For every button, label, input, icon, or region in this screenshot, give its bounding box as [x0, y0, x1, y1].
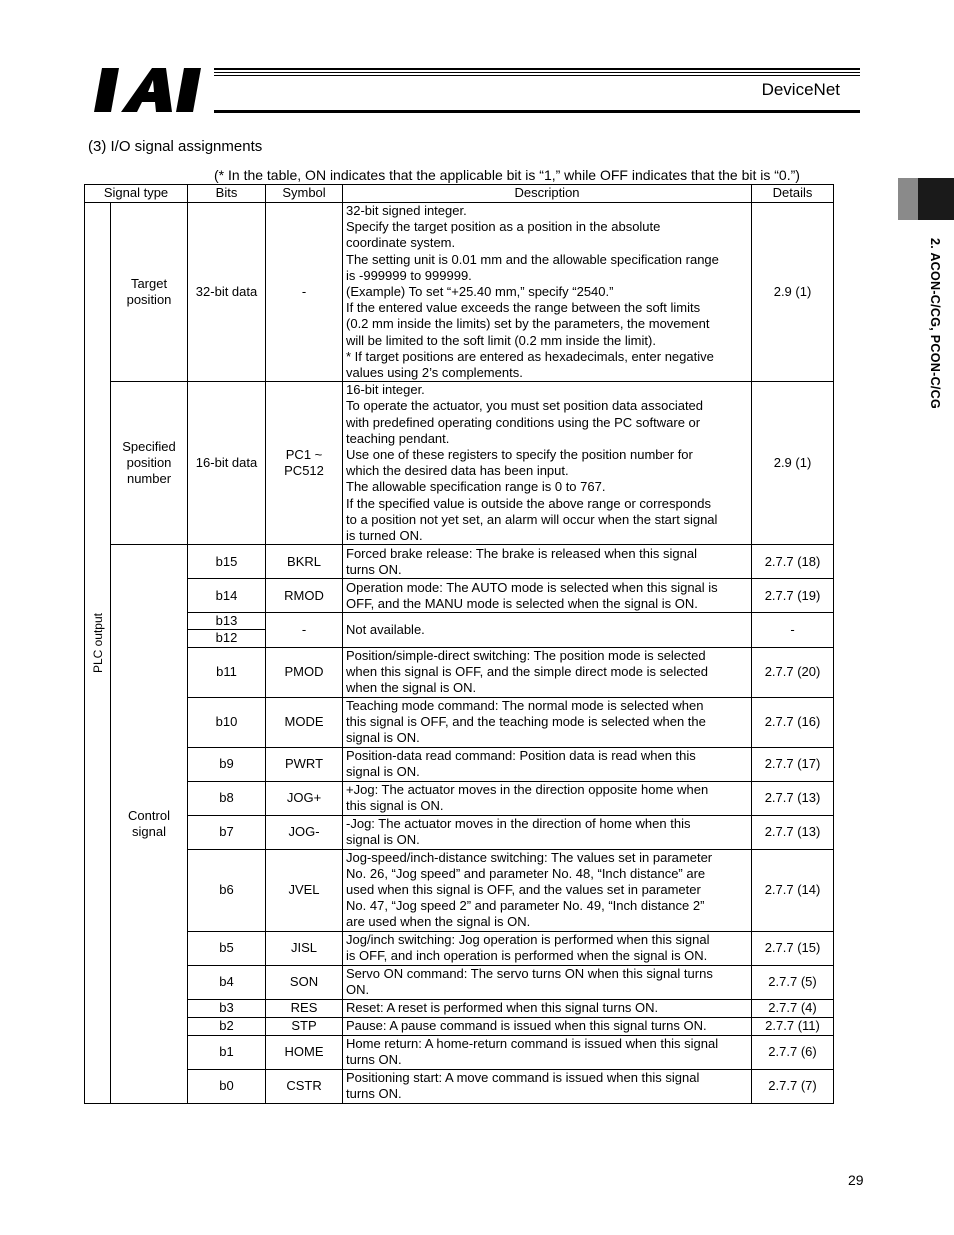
table-row	[85, 999, 834, 1017]
header-rule	[214, 68, 860, 76]
description-cell	[343, 1035, 752, 1069]
table-row	[85, 579, 834, 613]
cell-line: Forced brake release: The brake is released when this signal	[346, 545, 697, 561]
details-cell: 2.7.7 (17)	[752, 747, 834, 781]
details-cell: 2.7.7 (5)	[752, 965, 834, 999]
details-cell: 2.9 (1)	[752, 203, 834, 382]
cell-line: -Jog: The actuator moves in the direction of home when this	[346, 815, 691, 831]
cell-line: which the desired data has been input.	[346, 463, 569, 479]
details-cell: 2.7.7 (19)	[752, 579, 834, 613]
bits-cell: b13	[188, 613, 266, 630]
cell-line: position	[126, 455, 172, 471]
symbol-cell: PMOD	[266, 647, 343, 697]
symbol-cell: SON	[266, 965, 343, 999]
table-row	[85, 647, 834, 697]
chapter-tab-black	[918, 178, 954, 220]
col-details-header: Details	[752, 185, 834, 203]
cell-line: PC512	[284, 463, 324, 479]
cell-line: is OFF, and inch operation is performed when the signal is ON.	[346, 948, 708, 964]
table-row	[85, 697, 834, 747]
symbol-cell: -	[266, 613, 343, 647]
cell-line: coordinate system.	[346, 235, 456, 251]
bits-cell: 32-bit data	[188, 203, 266, 382]
description-cell	[343, 613, 752, 647]
symbol-cell: RMOD	[266, 579, 343, 613]
bits-cell: b15	[188, 545, 266, 579]
symbol-cell	[266, 382, 343, 545]
symbol-cell: RES	[266, 999, 343, 1017]
symbol-cell: JVEL	[266, 849, 343, 931]
cell-line: when the signal is ON.	[346, 680, 477, 696]
cell-line: Position/simple-direct switching: The position mode is selected	[346, 647, 706, 663]
bits-cell: b11	[188, 647, 266, 697]
cell-line: is turned ON.	[346, 528, 423, 544]
cell-line: (Example) To set “+25.40 mm,” specify “2540.”	[346, 284, 614, 300]
symbol-cell: HOME	[266, 1035, 343, 1069]
symbol-cell: BKRL	[266, 545, 343, 579]
cell-line: The allowable specification range is 0 to 767.	[346, 479, 606, 495]
details-cell: 2.7.7 (14)	[752, 849, 834, 931]
bits-cell: b8	[188, 781, 266, 815]
chapter-side-label: 2. ACON-C/CG, PCON-C/CG	[928, 238, 942, 410]
details-cell: 2.7.7 (13)	[752, 815, 834, 849]
bits-cell: b14	[188, 579, 266, 613]
cell-line: If the specified value is outside the above range or corresponds	[346, 495, 711, 511]
symbol-cell: PWRT	[266, 747, 343, 781]
cell-line: turns ON.	[346, 561, 402, 577]
description-cell	[343, 1017, 752, 1035]
description-cell	[343, 849, 752, 931]
symbol-cell: STP	[266, 1017, 343, 1035]
description-cell	[343, 965, 752, 999]
cell-line: Not available.	[346, 621, 425, 637]
cell-line: signal is ON.	[346, 832, 420, 848]
details-cell: 2.7.7 (18)	[752, 545, 834, 579]
cell-line: signal is ON.	[346, 764, 420, 780]
table-row	[85, 815, 834, 849]
cell-line: signal	[132, 823, 166, 839]
table-row	[85, 382, 834, 545]
table-row	[85, 1069, 834, 1103]
bits-cell: b9	[188, 747, 266, 781]
table-row	[85, 965, 834, 999]
cell-line: Target	[130, 275, 168, 291]
cell-line: No. 26, “Jog speed” and parameter No. 48, “Inch distance” are	[346, 865, 706, 881]
cell-line: To operate the actuator, you must set position data associated	[346, 398, 704, 414]
cell-line: this signal is OFF, and the teaching mode is selected when the	[346, 714, 706, 730]
section-title: (3) I/O signal assignments	[88, 138, 263, 155]
table-row	[85, 203, 834, 382]
details-cell: 2.7.7 (15)	[752, 931, 834, 965]
cell-line: turns ON.	[346, 1086, 402, 1102]
table-row	[85, 931, 834, 965]
iai-logo	[92, 66, 212, 114]
cell-line: 16-bit integer.	[346, 382, 425, 398]
cell-line: Jog-speed/inch-distance switching: The values set in parameter	[346, 849, 713, 865]
symbol-cell: MODE	[266, 697, 343, 747]
cell-line: position	[126, 292, 172, 308]
details-cell: 2.7.7 (20)	[752, 647, 834, 697]
header-row	[85, 185, 834, 203]
description-cell	[343, 697, 752, 747]
signal-type-cell	[111, 382, 188, 545]
cell-line: Use one of these registers to specify the position number for	[346, 447, 693, 463]
cell-line: Pause: A pause command is issued when this signal turns ON.	[346, 1018, 707, 1034]
bits-cell: b5	[188, 931, 266, 965]
details-cell: 2.7.7 (16)	[752, 697, 834, 747]
description-cell	[343, 747, 752, 781]
cell-line: are used when the signal is ON.	[346, 914, 531, 930]
cell-line: (0.2 mm inside the limits) set by the parameters, the movement	[346, 316, 710, 332]
plc-output-label: PLC output	[91, 613, 105, 674]
symbol-cell: -	[266, 203, 343, 382]
bits-cell: b7	[188, 815, 266, 849]
details-cell: 2.9 (1)	[752, 382, 834, 545]
description-cell	[343, 382, 752, 545]
symbol-cell: CSTR	[266, 1069, 343, 1103]
table-row	[85, 545, 834, 579]
signal-type-cell	[111, 203, 188, 382]
cell-line: this signal is ON.	[346, 798, 444, 814]
table-row	[85, 747, 834, 781]
col-signal-type-header: Signal type	[85, 185, 188, 203]
bits-cell: b4	[188, 965, 266, 999]
description-cell	[343, 999, 752, 1017]
table-row	[85, 781, 834, 815]
io-signal-table	[84, 184, 834, 1104]
symbol-cell: JOG+	[266, 781, 343, 815]
cell-line: Teaching mode command: The normal mode is selected when	[346, 697, 704, 713]
details-cell: 2.7.7 (7)	[752, 1069, 834, 1103]
table-row	[85, 1017, 834, 1035]
details-cell: 2.7.7 (13)	[752, 781, 834, 815]
chapter-tab-grey	[898, 178, 918, 220]
bits-cell: b0	[188, 1069, 266, 1103]
cell-line: Servo ON command: The servo turns ON when this signal turns	[346, 965, 713, 981]
bits-cell: b12	[188, 630, 266, 647]
cell-line: Position-data read command: Position data is read when this	[346, 747, 696, 763]
bits-cell: b2	[188, 1017, 266, 1035]
description-cell	[343, 579, 752, 613]
col-symbol-header: Symbol	[266, 185, 343, 203]
cell-line: No. 47, “Jog speed 2” and parameter No. 49, “Inch distance 2”	[346, 898, 705, 914]
col-description-header: Description	[343, 185, 752, 203]
cell-line: with predefined operating conditions using the PC software or	[346, 414, 701, 430]
bits-cell: b6	[188, 849, 266, 931]
cell-line: values using 2’s complements.	[346, 365, 523, 381]
cell-line: Specify the target position as a position in the absolute	[346, 219, 661, 235]
bits-cell: b10	[188, 697, 266, 747]
cell-line: +Jog: The actuator moves in the direction opposite home when	[346, 781, 709, 797]
cell-line: Control	[128, 807, 170, 823]
product-name: DeviceNet	[761, 80, 840, 99]
bits-cell: b3	[188, 999, 266, 1017]
bits-cell: b1	[188, 1035, 266, 1069]
table-row	[85, 849, 834, 931]
description-cell	[343, 931, 752, 965]
symbol-cell: JISL	[266, 931, 343, 965]
description-cell	[343, 647, 752, 697]
cell-line: The setting unit is 0.01 mm and the allowable specification range	[346, 251, 719, 267]
cell-line: used when this signal is OFF, and the values set in parameter	[346, 882, 701, 898]
details-cell: -	[752, 613, 834, 647]
page-number: 29	[848, 1172, 864, 1188]
cell-line: Operation mode: The AUTO mode is selected when this signal is	[346, 579, 718, 595]
details-cell: 2.7.7 (6)	[752, 1035, 834, 1069]
description-cell	[343, 545, 752, 579]
plc-output-cell	[85, 203, 111, 1104]
cell-line: Jog/inch switching: Jog operation is performed when this signal	[346, 931, 710, 947]
description-cell	[343, 1069, 752, 1103]
table-note: (* In the table, ON indicates that the applicable bit is “1,” while OFF indicates that the bit is “0.”)	[214, 167, 800, 183]
col-bits-header: Bits	[188, 185, 266, 203]
cell-line: * If target positions are entered as hexadecimals, enter negative	[346, 348, 714, 364]
cell-line: signal is ON.	[346, 730, 420, 746]
cell-line: number	[126, 471, 172, 487]
header-bottom-rule	[214, 110, 860, 113]
bits-cell: 16-bit data	[188, 382, 266, 545]
details-cell: 2.7.7 (11)	[752, 1017, 834, 1035]
cell-line: will be limited to the soft limit (0.2 mm inside the limit).	[346, 332, 656, 348]
cell-line: OFF, and the MANU mode is selected when the signal is ON.	[346, 595, 698, 611]
cell-line: PC1 ~	[285, 447, 323, 463]
cell-line: Specified	[122, 438, 176, 454]
cell-line: If the entered value exceeds the range between the soft limits	[346, 300, 701, 316]
cell-line: turns ON.	[346, 1052, 402, 1068]
cell-line: is -999999 to 999999.	[346, 267, 472, 283]
table-row	[85, 613, 834, 630]
cell-line: to a position not yet set, an alarm will occur when the start signal	[346, 511, 718, 527]
cell-line: ON.	[346, 982, 370, 998]
cell-line: when this signal is OFF, and the simple direct mode is selected	[346, 664, 709, 680]
control-signal-type-cell	[111, 545, 188, 1103]
description-cell	[343, 815, 752, 849]
cell-line: Reset: A reset is performed when this signal turns ON.	[346, 1000, 659, 1016]
table-row	[85, 1035, 834, 1069]
cell-line: Positioning start: A move command is issued when this signal	[346, 1069, 700, 1085]
description-cell	[343, 781, 752, 815]
symbol-cell: JOG-	[266, 815, 343, 849]
cell-line: 32-bit signed integer.	[346, 203, 467, 218]
cell-line: Home return: A home-return command is issued when this signal	[346, 1035, 719, 1051]
details-cell: 2.7.7 (4)	[752, 999, 834, 1017]
description-cell	[343, 203, 752, 382]
cell-line: teaching pendant.	[346, 430, 450, 446]
